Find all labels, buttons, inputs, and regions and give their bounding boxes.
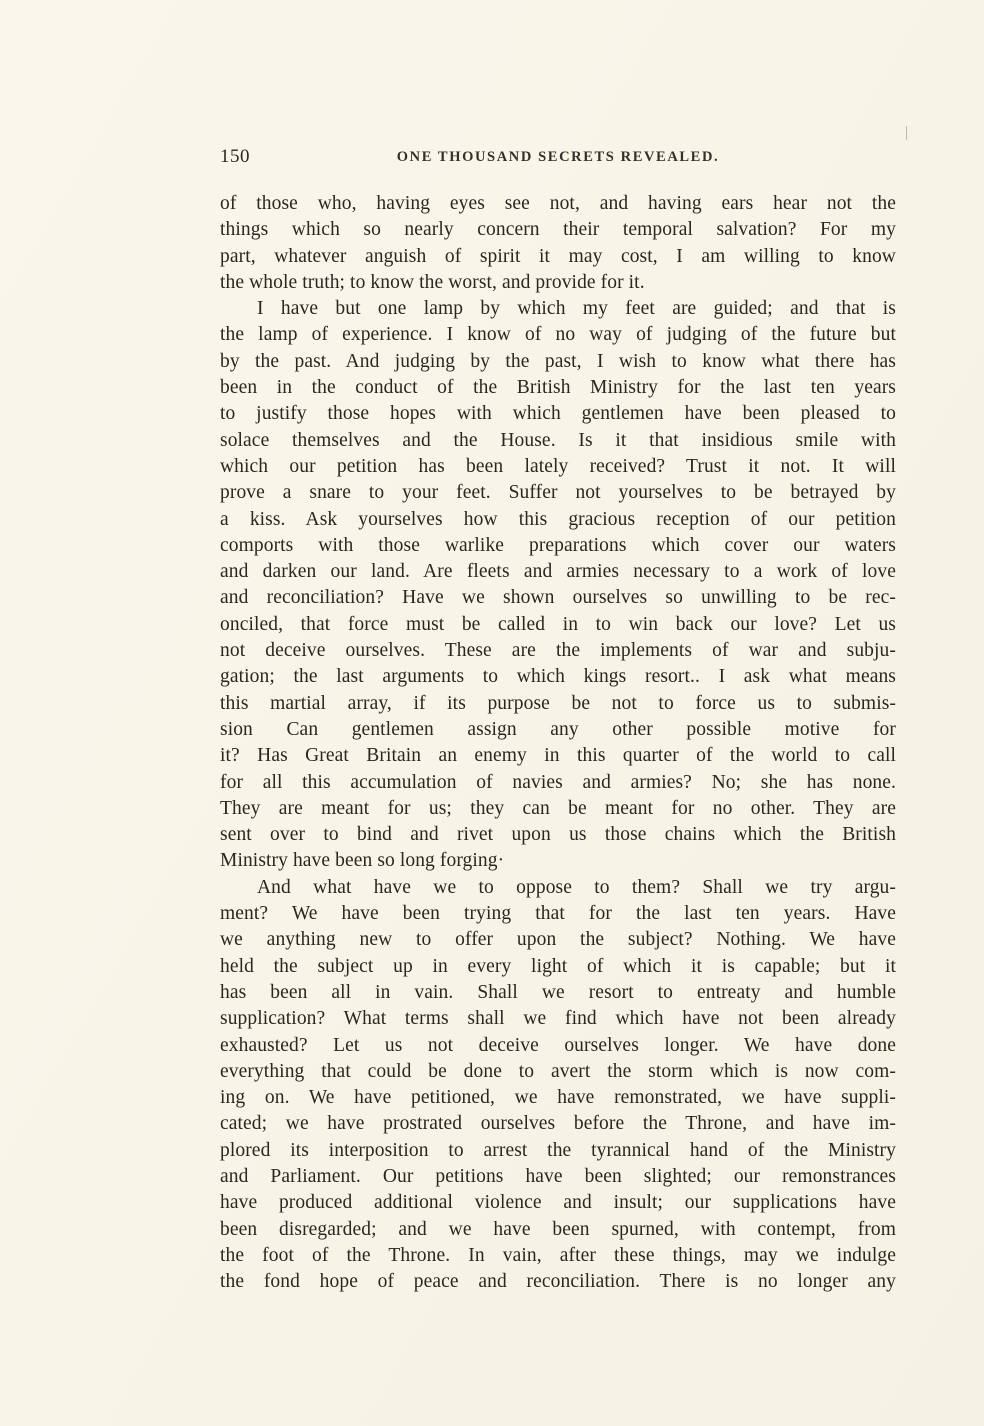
text-line: everything that could be done to avert the storm which is now com-: [220, 1060, 896, 1082]
text-line: plored its interposition to arrest the tyrannical hand of the Ministry: [220, 1139, 896, 1161]
running-title: ONE THOUSAND SECRETS REVEALED.: [396, 149, 720, 165]
text-line: this martial array, if its purpose be not to force us to submis-: [220, 692, 896, 714]
text-line: it? Has Great Britain an enemy in this quarter of the world to call: [220, 745, 896, 767]
text-block: [220, 191, 896, 1295]
text-line: And what have we to oppose to them? Shall we try argu-: [257, 876, 896, 898]
text-line: onciled, that force must be called in to win back our love? Let us: [220, 613, 896, 635]
scan-artifact-mark: [906, 126, 907, 140]
text-line: exhausted? Let us not deceive ourselves longer. We have done: [220, 1034, 896, 1056]
text-line: cated; we have prostrated ourselves before the Throne, and have im-: [220, 1113, 896, 1135]
text-line: sion Can gentlemen assign any other possible motive for: [220, 718, 896, 740]
text-line: to justify those hopes with which gentlemen have been pleased to: [220, 403, 896, 425]
text-line: for all this accumulation of navies and armies? No; she has none.: [220, 771, 896, 793]
text-line: we anything new to offer upon the subject? Nothing. We have: [220, 929, 896, 951]
text-line: of those who, having eyes see not, and having ears hear not the: [220, 193, 896, 214]
text-line: and reconciliation? Have we shown ourselves so unwilling to be rec-: [220, 587, 896, 609]
text-line: prove a snare to your feet. Suffer not yourselves to be betrayed by: [220, 482, 896, 504]
text-line: and Parliament. Our petitions have been slighted; our remonstrances: [220, 1165, 896, 1187]
text-line: has been all in vain. Shall we resort to entreaty and humble: [220, 981, 896, 1003]
text-line: solace themselves and the House. Is it that insidious smile with: [220, 429, 896, 451]
text-line: supplication? What terms shall we find which have not been already: [220, 1008, 896, 1030]
text-line: ment? We have been trying that for the last ten years. Have: [220, 903, 896, 925]
text-line: the fond hope of peace and reconciliation. There is no longer any: [220, 1271, 896, 1293]
text-line: things which so nearly concern their temporal salvation? For my: [220, 219, 896, 241]
text-line: not deceive ourselves. These are the implements of war and subju-: [220, 640, 896, 662]
text-line: the whole truth; to know the worst, and provide for it.: [220, 271, 645, 293]
text-line: the lamp of experience. I know of no way of judging of the future but: [220, 324, 896, 346]
text-line: and darken our land. Are fleets and armies necessary to a work of love: [220, 561, 896, 583]
text-line: I have but one lamp by which my feet are guided; and that is: [257, 298, 896, 320]
text-line: been disregarded; and we have been spurned, with contempt, from: [220, 1218, 896, 1240]
text-line: gation; the last arguments to which kings resort.. I ask what means: [220, 666, 896, 688]
text-line: the foot of the Throne. In vain, after these things, may we indulge: [220, 1244, 896, 1266]
text-line: Ministry have been so long forging·: [220, 850, 505, 872]
text-line: comports with those warlike preparations which cover our waters: [220, 534, 896, 556]
text-line: part, whatever anguish of spirit it may cost, I am willing to know: [220, 245, 896, 267]
text-line: ing on. We have petitioned, we have remonstrated, we have suppli-: [220, 1087, 896, 1109]
page-header: [220, 146, 896, 170]
text-line: They are meant for us; they can be meant for no other. They are: [220, 797, 896, 819]
text-line: a kiss. Ask yourselves how this gracious reception of our petition: [220, 508, 896, 530]
text-line: sent over to bind and rivet upon us those chains which the British: [220, 824, 896, 846]
text-line: which our petition has been lately received? Trust it not. It will: [220, 455, 896, 477]
text-line: have produced additional violence and insult; our supplications have: [220, 1192, 896, 1214]
page-number: 150: [220, 146, 250, 167]
text-line: by the past. And judging by the past, I wish to know what there has: [220, 350, 896, 372]
text-line: held the subject up in every light of which it is capable; but it: [220, 955, 896, 977]
text-line: been in the conduct of the British Ministry for the last ten years: [220, 377, 896, 399]
